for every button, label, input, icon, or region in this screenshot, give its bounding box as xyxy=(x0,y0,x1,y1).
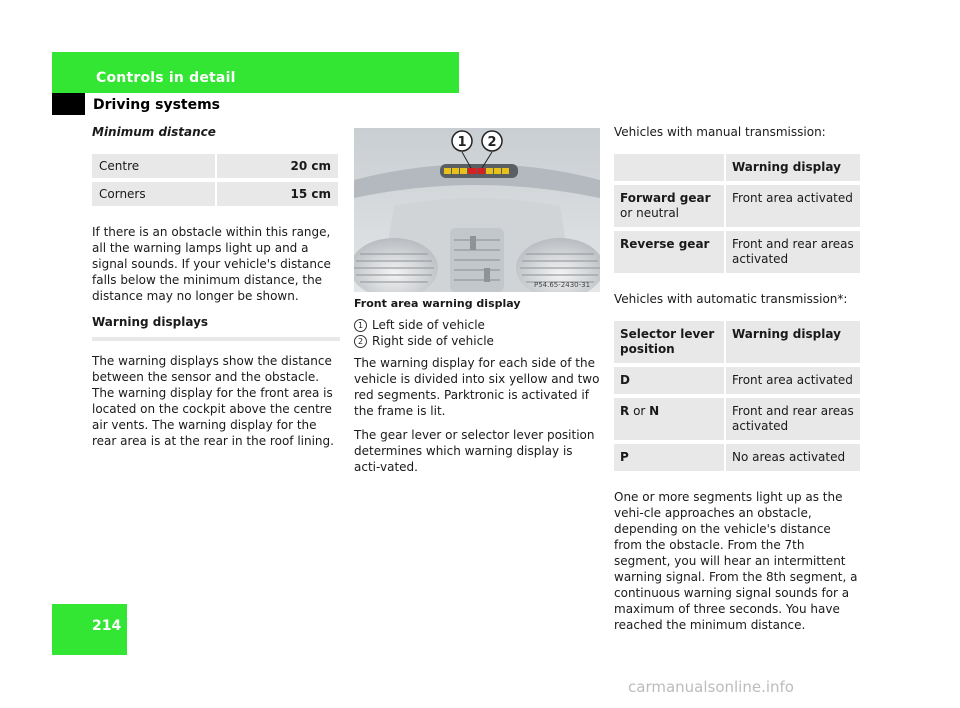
gear-cell xyxy=(614,231,726,273)
selector-position: D xyxy=(620,373,630,387)
table-header-row xyxy=(614,154,860,181)
page-number: 214 xyxy=(92,618,122,634)
legend-item xyxy=(354,333,600,349)
display-cell: Front and rear areas activated xyxy=(726,231,860,273)
table-row xyxy=(92,182,338,206)
column-header: Selector lever position xyxy=(614,321,726,363)
watermark: carmanualsonline.info xyxy=(628,678,794,696)
warning-displays-heading: Warning displays xyxy=(92,314,340,341)
legend-text: Right side of vehicle xyxy=(372,334,494,348)
legend-number: 1 xyxy=(354,319,367,332)
selector-cell xyxy=(614,398,726,440)
automatic-transmission-table xyxy=(614,317,860,475)
gear-cell xyxy=(614,185,726,227)
distance-label: Corners xyxy=(92,182,217,206)
figure-code: P54.65-2430-31 xyxy=(534,281,591,289)
legend-number: 2 xyxy=(354,335,367,348)
table-row xyxy=(614,231,860,273)
column-2 xyxy=(354,128,600,483)
table-row xyxy=(614,367,860,394)
display-cell: Front area activated xyxy=(726,185,860,227)
minimum-distance-heading: Minimum distance xyxy=(92,125,216,139)
distance-value: 20 cm xyxy=(217,154,338,178)
selector-position: R xyxy=(620,404,630,418)
marker-1-label: 1 xyxy=(457,135,467,150)
manual-transmission-table xyxy=(614,150,860,277)
display-cell: No areas activated xyxy=(726,444,860,471)
table-row xyxy=(92,154,338,178)
gear-name: Forward gear xyxy=(620,191,711,205)
dashboard-illustration xyxy=(354,128,600,292)
column-header xyxy=(614,154,726,181)
table-row xyxy=(614,398,860,440)
distance-table xyxy=(92,150,338,210)
selector-position: N xyxy=(649,404,660,418)
legend-text: Left side of vehicle xyxy=(372,318,485,332)
paragraph: The warning display for each side of the vehicle is divided into six yellow and two red segments. Parktronic is activated if the frame is lit. xyxy=(354,356,600,418)
distance-label: Centre xyxy=(92,154,217,178)
gear-name: Reverse gear xyxy=(620,237,710,251)
display-cell: Front and rear areas activated xyxy=(726,398,860,440)
paragraph: One or more segments light up as the vehi-cle approaches an obstacle, depending on the vehicle's distance from the obstacle. From the 7th segment, you will hear an intermittent warning signal. From the 8th segment, a continuous warning signal sounds for a maximum of three seconds. You have reached the minimum distance. xyxy=(614,490,858,632)
table-header-row xyxy=(614,321,860,363)
paragraph: The warning displays show the distance between the sensor and the obstacle. xyxy=(92,354,332,384)
distance-value: 15 cm xyxy=(217,182,338,206)
manual-intro: Vehicles with manual transmission: xyxy=(614,125,826,139)
paragraph: If there is an obstacle within this range, all the warning lamps light up and a signal sounds. If your vehicle's distance falls below the minimum distance, the distance may no longer be shown. xyxy=(92,225,331,303)
gear-suffix: or neutral xyxy=(620,206,680,220)
marker-2-label: 2 xyxy=(487,135,497,150)
selector-position: P xyxy=(620,450,629,464)
column-header: Warning display xyxy=(726,321,860,363)
display-cell: Front area activated xyxy=(726,367,860,394)
warning-display-photo xyxy=(354,128,600,292)
chapter-title: Controls in detail xyxy=(96,70,236,86)
table-row xyxy=(614,185,860,227)
automatic-intro: Vehicles with automatic transmission*: xyxy=(614,292,848,306)
figure-caption: Front area warning display xyxy=(354,297,521,310)
legend-item xyxy=(354,317,600,333)
selector-connector: or xyxy=(629,404,650,418)
section-title: Driving systems xyxy=(93,97,221,113)
paragraph: The gear lever or selector lever position determines which warning display is acti-vated. xyxy=(354,428,595,474)
column-header: Warning display xyxy=(726,154,860,181)
paragraph: The warning display for the front area is located on the cockpit above the centre air vents. The warning display for the rear area is at the rear in the roof lining. xyxy=(92,386,334,448)
section-marker xyxy=(52,93,85,115)
selector-cell xyxy=(614,444,726,471)
column-1 xyxy=(92,124,340,457)
column-3 xyxy=(614,124,862,641)
table-row xyxy=(614,444,860,471)
selector-cell xyxy=(614,367,726,394)
